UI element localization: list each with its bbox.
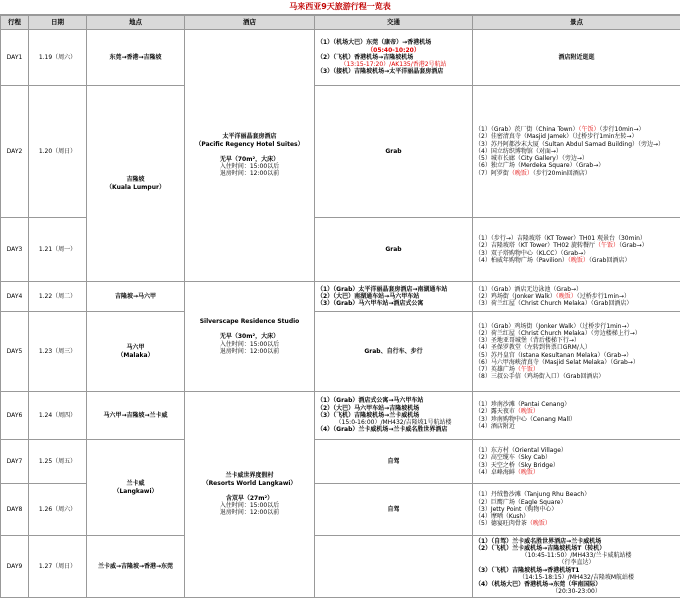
transport-cell: 自驾 — [315, 484, 473, 536]
place-cell-malaka — [87, 312, 185, 392]
spot-line: （2）露天夜市（晚饭） — [475, 408, 678, 415]
hotel-checkin: 入住时间：15:00以后 — [187, 341, 312, 348]
spots-cell: 酒店附近逛逛 — [473, 30, 680, 86]
table-row — [1, 312, 680, 392]
trip-cell: DAY7 — [1, 440, 29, 484]
transport-line: （4）（机场大巴）香港机场→东莞（华南国际） — [475, 581, 678, 588]
hotel-checkin: 入住时间：15:00以后 — [187, 163, 312, 170]
spot-line: （1）丹绒鲁沙滩（Tanjung Rhu Beach） — [475, 491, 678, 498]
transport-line: （1）（自驾）兰卡威名胜世界酒店→兰卡威机场 — [475, 538, 678, 545]
transport-line: （10:45-11:50）/MH433/兰卡威航站楼 — [475, 552, 678, 559]
spot-line: （7）阿罗街（晚饭）（步行20min回酒店） — [475, 170, 678, 177]
transport-line: （13:15-17:20）/AK135/香港2号航站 — [317, 61, 470, 68]
trip-cell: DAY9 — [1, 536, 29, 598]
spots-cell — [473, 312, 680, 392]
transport-cell — [315, 282, 473, 312]
trip-cell: DAY2 — [1, 86, 29, 218]
transport-line: （行李直达） — [475, 559, 678, 566]
spot-line: （1）东方村（Oriental Village） — [475, 447, 678, 454]
trip-cell: DAY6 — [1, 392, 29, 440]
spot-line: （4）国立纺织博物馆（对面→） — [475, 148, 678, 155]
hotel-name: Silverscape Residence Studio — [187, 318, 312, 325]
spots-cell — [473, 392, 680, 440]
transport-cell: Grab — [315, 218, 473, 282]
spot-line: （3）荷兰红屋（Christ Church Melaka）（Grab回酒店） — [475, 300, 678, 307]
spot-line: （6）独立广场（Merdeka Square）（Grab→） — [475, 162, 678, 169]
date-cell: 1.21（周一） — [29, 218, 87, 282]
spot-line: （2）荷兰红屋（Christ Church Melaka）（旁边楼梯上行→） — [475, 330, 678, 337]
transport-cell — [315, 392, 473, 440]
transport-cell: 自驾 — [315, 440, 473, 484]
spot-line: （3）双子塔购物中心（KLCC）（Grab→） — [475, 250, 678, 257]
hotel-cell-empty — [315, 536, 473, 598]
spot-line: （2）高空缆车（Sky Cab） — [475, 454, 678, 461]
header-trip: 行程 — [1, 16, 29, 30]
transport-line: （2）（大巴）南湖通车站→马六甲车站 — [317, 293, 470, 300]
spot-line: （1）（步行→）吉隆坡塔（KT Tower）TH01 观景台（30min） — [475, 235, 678, 242]
table-row — [1, 392, 680, 440]
spots-cell — [473, 440, 680, 484]
hotel-checkout: 退房时间：12:00以前 — [187, 509, 312, 516]
transport-line: （2）（飞机）香港机场→吉隆坡机场 — [317, 54, 470, 61]
transport-line: （1）（Grab）太平洋丽晶套房酒店→南湖通车站 — [317, 286, 470, 293]
place-name: 马六甲 — [89, 344, 182, 351]
spots-cell — [473, 282, 680, 312]
spot-line: （3）苏丹阿都沙末大厦（Sultan Abdul Samad Building）（旁边→） — [475, 141, 678, 148]
hotel-en: （Resorts World Langkawi） — [187, 480, 312, 487]
trip-cell: DAY4 — [1, 282, 29, 312]
spot-line: （3）天空之桥（Sky Bridge） — [475, 462, 678, 469]
date-cell: 1.19（周六） — [29, 30, 87, 86]
table-row — [1, 30, 680, 86]
hotel-name: 兰卡威世界度假村 — [187, 472, 312, 479]
spot-line: （1）（Grab）酒店无边泳池（Grab→） — [475, 286, 678, 293]
spots-cell — [473, 86, 680, 218]
header-place: 地点 — [87, 16, 185, 30]
trip-cell: DAY3 — [1, 218, 29, 282]
sheet-title: 马来西亚9天旅游行程一览表 — [0, 0, 680, 15]
place-en: （Kuala Lumpur） — [89, 184, 182, 191]
hotel-checkout: 退房时间：12:00以前 — [187, 348, 312, 355]
spots-cell — [473, 484, 680, 536]
transport-line: （2）（大巴）马六甲车站→吉隆坡机场 — [317, 405, 470, 412]
date-cell: 1.22（周二） — [29, 282, 87, 312]
transport-line: （3）（飞机）吉隆坡机场→兰卡威机场 — [317, 412, 470, 419]
itinerary-table — [0, 15, 680, 598]
trip-cell: DAY8 — [1, 484, 29, 536]
place-en: （Langkawi） — [89, 488, 182, 495]
spot-line: （4）摩哂（Kush） — [475, 513, 678, 520]
spot-line: （2）鸡场街（Jonker Walk）（晚饭）（过桥步行1min→） — [475, 293, 678, 300]
date-cell: 1.24（周四） — [29, 392, 87, 440]
spot-line: （6）马六甲海峡清真寺（Masjid Selat Melaka）（Grab→） — [475, 359, 678, 366]
table-row — [1, 282, 680, 312]
place-cell: 吉隆坡→马六甲 — [87, 282, 185, 312]
place-cell-langkawi — [87, 440, 185, 536]
table-row — [1, 440, 680, 484]
spot-line: （2）吉隆坡塔（KT Tower）TH02 旋转餐厅（午饭）（Grab→） — [475, 242, 678, 249]
hotel-name: 太平洋丽晶套房酒店 — [187, 133, 312, 140]
place-cell: 东莞→香港→吉隆坡 — [87, 30, 185, 86]
transport-cell — [473, 536, 680, 598]
header-date: 日期 — [29, 16, 87, 30]
spot-line: （3）珍南购物中心（Cenang Mall） — [475, 416, 678, 423]
spot-line: （5）城市长廊（City Gallery）（旁边→） — [475, 155, 678, 162]
transport-line: （2）（飞机）兰卡威机场→吉隆坡机场T（转机） — [475, 545, 678, 552]
transport-cell: Grab — [315, 86, 473, 218]
table-row — [1, 536, 680, 598]
place-cell: 兰卡威→吉隆坡→香港→东莞 — [87, 536, 185, 598]
spot-line: （3）Jetty Point（购物中心） — [475, 506, 678, 513]
transport-line: （3）（Grab）马六甲车站→酒店式公寓 — [317, 300, 470, 307]
hotel-room: 含双早（27m²） — [187, 495, 312, 502]
transport-line: （1）（机场大巴）东莞（康帝）→香港机场 — [317, 39, 470, 46]
place-name: 吉隆坡 — [89, 176, 182, 183]
place-en: （Malaka） — [89, 352, 182, 359]
hotel-checkout: 退房时间：12:00以前 — [187, 170, 312, 177]
trip-cell: DAY1 — [1, 30, 29, 86]
transport-line: （15:0-16:00）/MH432/吉隆坡1号航站楼 — [317, 419, 470, 426]
spot-line: （1）珍南沙滩（Pantai Cenang） — [475, 401, 678, 408]
date-cell: 1.23（周三） — [29, 312, 87, 392]
hotel-cell-resorts — [185, 392, 315, 598]
place-name: 兰卡威 — [89, 480, 182, 487]
trip-cell: DAY5 — [1, 312, 29, 392]
spot-line: （4）柏威年购物广场（Pavilion）（晚饭）（Grab回酒店） — [475, 257, 678, 264]
transport-cell — [315, 30, 473, 86]
transport-line: （14:15-18:15）/MH432/吉隆坡M航站楼 — [475, 574, 678, 581]
header-row — [1, 16, 680, 30]
hotel-checkin: 入住时间：15:00以后 — [187, 502, 312, 509]
spot-line: （4）卓峰海鲜（晚饭） — [475, 469, 678, 476]
hotel-cell-pacific — [185, 30, 315, 282]
transport-cell: Grab、自行车、步行 — [315, 312, 473, 392]
hotel-cell-silverscape — [185, 282, 315, 392]
spot-line: （1）（Grab）茨厂街（China Town）（午饭）（步行10min→） — [475, 126, 678, 133]
transport-line: （1）（Grab）酒店式公寓→马六甲车站 — [317, 397, 470, 404]
spot-line: （2）佳密清真寺（Masjid Jamek）（过桥步行1min左转→） — [475, 133, 678, 140]
date-cell: 1.20（周日） — [29, 86, 87, 218]
spot-line: （8）三叔公手信（鸡场街入口）（Grab回酒店） — [475, 373, 678, 380]
header-hotel: 酒店 — [185, 16, 315, 30]
transport-line: （3）（接机）吉隆坡机场→太平洋丽晶套房酒店 — [317, 68, 470, 75]
spots-cell — [473, 218, 680, 282]
spot-line: （2）巨鹰广场（Eagle Square） — [475, 499, 678, 506]
table-row — [1, 86, 680, 218]
spot-line: （5）苏丹皇宫（Istana Kesultanan Melaka）（Grab→） — [475, 352, 678, 359]
hotel-room: 无早（30m²，大床） — [187, 333, 312, 340]
hotel-room: 无早（70m²，大床） — [187, 156, 312, 163]
date-cell: 1.25（周五） — [29, 440, 87, 484]
transport-line: （4）（Grab）兰卡威机场→兰卡威名胜世界酒店 — [317, 426, 470, 433]
transport-line: （05:40-10:20） — [317, 47, 470, 54]
header-spots: 景点 — [473, 16, 680, 30]
transport-line: （20:30-23:00） — [475, 588, 678, 595]
spot-line: （4）圣保罗教堂（左转到售票口GRM/人） — [475, 344, 678, 351]
spot-line: （4）酒店附近 — [475, 423, 678, 430]
place-cell: 马六甲→吉隆坡→兰卡威 — [87, 392, 185, 440]
spot-line: （7）英雄广场（午饭） — [475, 366, 678, 373]
spot-line: （1）（Grab）鸡场街（Jonker Walk）（过桥步行1min→） — [475, 323, 678, 330]
header-transport: 交通 — [315, 16, 473, 30]
spot-line: （5）德宴旺肉骨茶（晚饭） — [475, 520, 678, 527]
date-cell: 1.26（周六） — [29, 484, 87, 536]
date-cell: 1.27（周日） — [29, 536, 87, 598]
place-cell-kl — [87, 86, 185, 282]
transport-line: （3）（飞机）吉隆坡机场→香港机场T1 — [475, 567, 678, 574]
spot-line: （3）圣地亚哥城堡（背后楼梯下行→） — [475, 337, 678, 344]
hotel-en: （Pacific Regency Hotel Suites） — [187, 141, 312, 148]
